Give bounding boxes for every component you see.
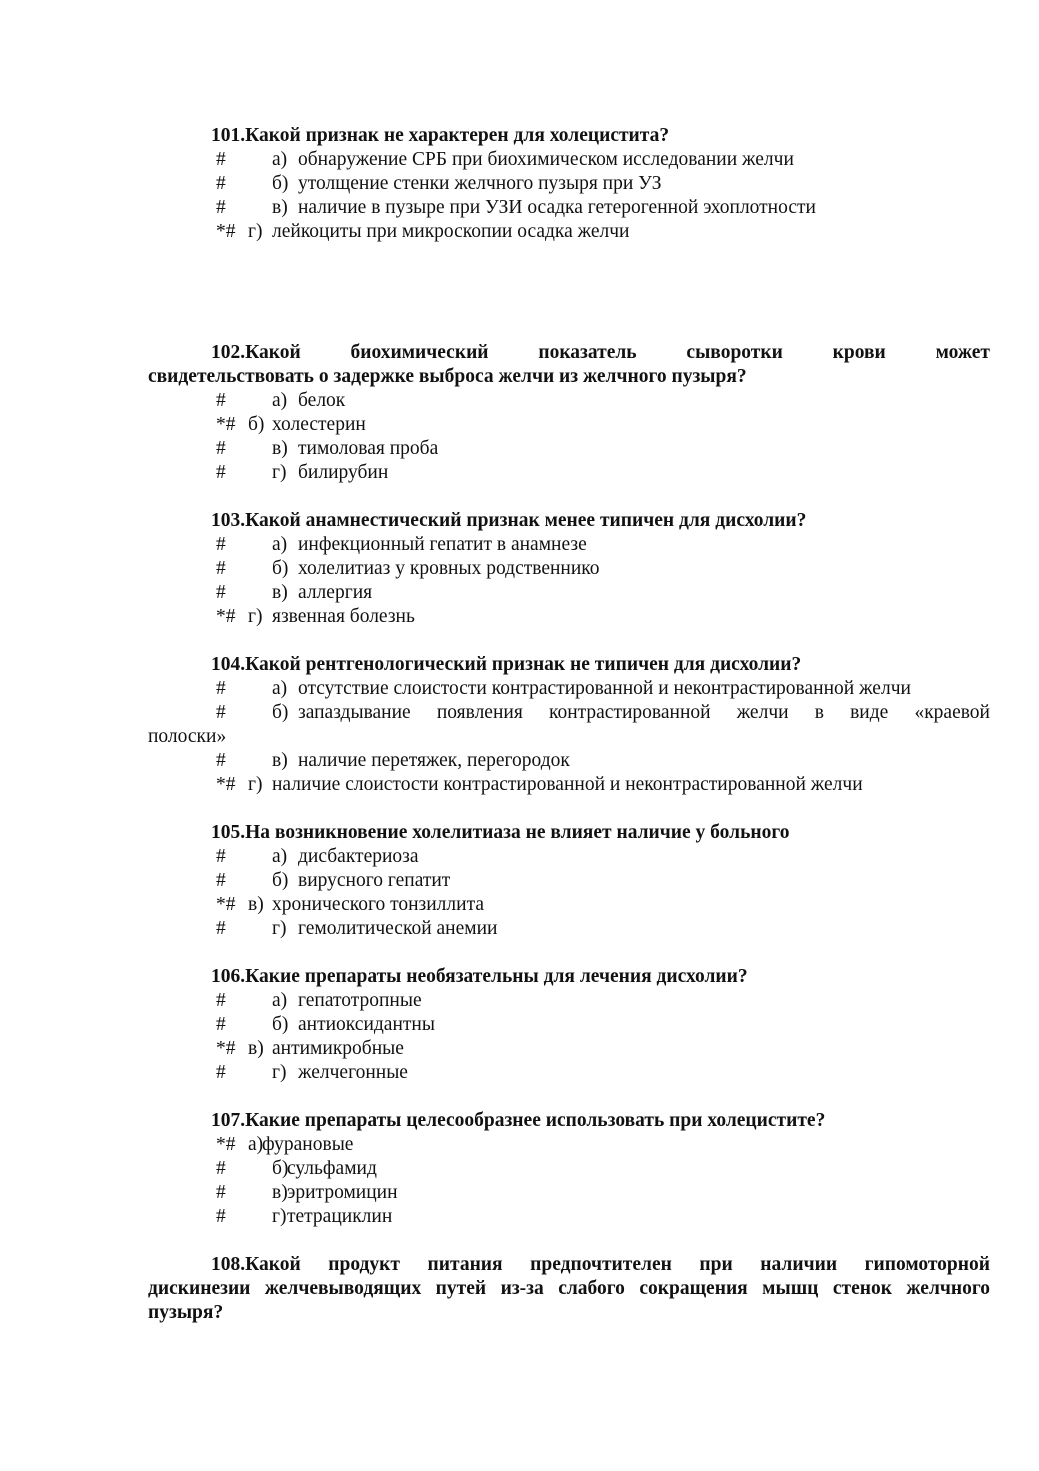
option-b: # б) антиоксидантны [216, 1014, 435, 1035]
question-title: 106.Какие препараты необязательны для лечения дисхолии? [211, 966, 748, 987]
question-list [148, 124, 990, 1325]
option-b: # б) сульфамид [216, 1158, 377, 1179]
option-a: # а) отсутствие слоистости контрастированной и неконтрастированной желчи [216, 678, 911, 699]
option-b: # б) утолщение стенки желчного пузыря при УЗ [216, 173, 662, 194]
option-b-text-line-2: полоски» [148, 726, 227, 747]
option-c: # в) эритромицин [216, 1182, 398, 1203]
option-c: # в) тимоловая проба [216, 438, 439, 459]
question-104 [148, 653, 990, 797]
option-c-correct: *# в) хронического тонзиллита [216, 894, 484, 915]
question-106 [148, 965, 990, 1085]
question-title: 101.Какой признак не характерен для холецистита? [211, 125, 670, 146]
option-d: # г) тетрациклин [216, 1206, 393, 1227]
option-a: # а) гепатотропные [216, 990, 422, 1011]
option-c: # в) наличие перетяжек, перегородок [216, 750, 570, 771]
option-b: # б) запаздывание появления контрастированной желчи в виде «краевой полоски» [148, 702, 990, 747]
question-title: 107.Какие препараты целесообразнее использовать при холецистите? [211, 1110, 826, 1131]
option-b-text-line-1: запаздывание появления контрастированной желчи в виде «краевой [298, 702, 990, 723]
question-title-line-1: 102.Какой биохимический показатель сыворотки крови может [211, 342, 990, 363]
option-a-correct: *# а) фурановые [216, 1134, 354, 1155]
option-d: # г) гемолитической анемии [216, 918, 498, 939]
question-101 [148, 124, 990, 244]
question-title: 103.Какой анамнестический признак менее типичен для дисхолии? [211, 510, 807, 531]
option-a: # а) инфекционный гепатит в анамнезе [216, 534, 587, 555]
question-105 [148, 821, 990, 941]
option-d: # г) желчегонные [216, 1062, 408, 1083]
option-d-correct: *# г) лейкоциты при микроскопии осадка желчи [216, 221, 630, 242]
option-c: # в) аллергия [216, 582, 373, 603]
question-title: 104.Какой рентгенологический признак не типичен для дисхолии? [211, 654, 802, 675]
option-b: # б) холелитиаз у кровных родственнико [216, 558, 600, 579]
question-title-line-2: дискинезии желчевыводящих путей из-за слабого сокращения мышц стенок желчного [148, 1278, 990, 1299]
question-102 [148, 341, 990, 485]
question-title-line-3: пузыря? [148, 1302, 224, 1323]
option-c: # в) наличие в пузыре при УЗИ осадка гетерогенной эхоплотности [216, 197, 816, 218]
option-c-correct: *# в) антимикробные [216, 1038, 404, 1059]
question-107 [148, 1109, 990, 1229]
option-d: # г) билирубин [216, 462, 389, 483]
option-d-correct: *# г) наличие слоистости контрастированной и неконтрастированной желчи [216, 774, 863, 795]
option-d-correct: *# г) язвенная болезнь [216, 606, 415, 627]
question-title-line-2: свидетельствовать о задержке выброса желчи из желчного пузыря? [148, 366, 747, 387]
question-103 [148, 509, 990, 629]
option-b-correct: *# б) холестерин [216, 414, 366, 435]
question-title: 105.На возникновение холелитиаза не влияет наличие у больного [211, 822, 790, 843]
question-108 [148, 1253, 990, 1325]
option-a: # а) обнаружение СРБ при биохимическом исследовании желчи [216, 149, 794, 170]
option-a: # а) дисбактериоза [216, 846, 419, 867]
option-b: # б) вирусного гепатит [216, 870, 451, 891]
question-title-line-1: 108.Какой продукт питания предпочтителен при наличии гипомоторной [211, 1254, 990, 1275]
option-a: # а) белок [216, 390, 346, 411]
